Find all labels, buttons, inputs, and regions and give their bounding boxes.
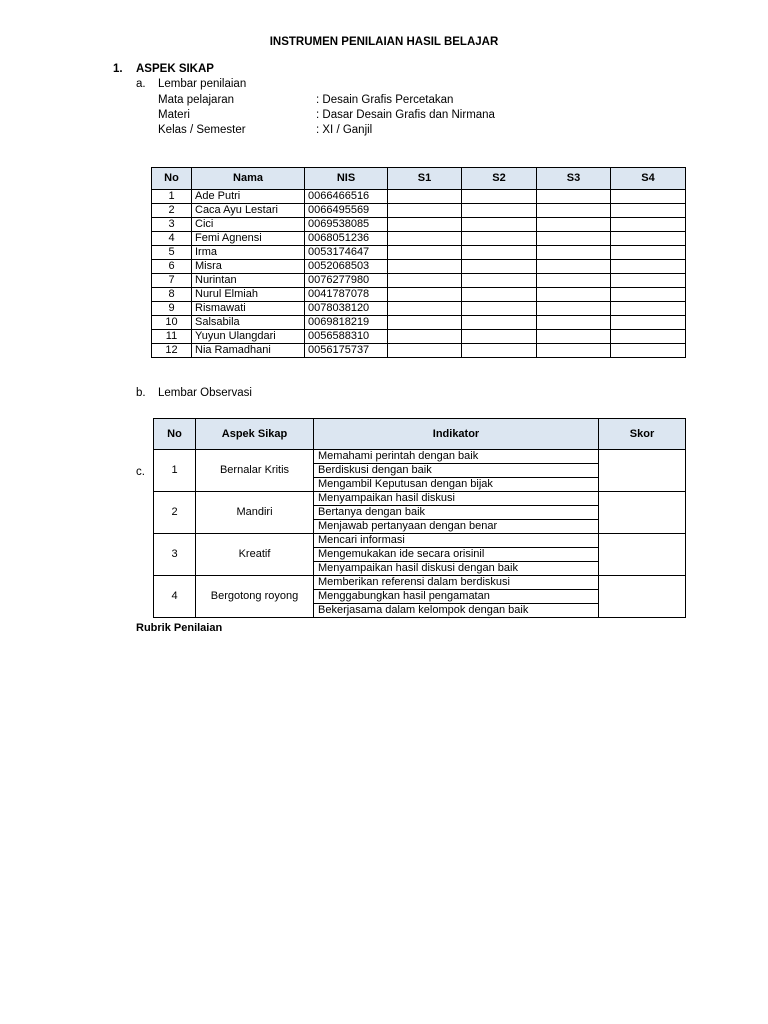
table-row [152,190,686,204]
cell-s2[interactable] [462,190,537,204]
student-assessment-table [151,167,686,358]
cell-indikator: Memberikan referensi dalam berdiskusi [314,576,599,590]
cell-nis: 0052068503 [305,260,388,274]
cell-indikator: Menyampaikan hasil diskusi dengan baik [314,562,599,576]
cell-nis: 0066495569 [305,204,388,218]
info-key-materi: Materi [158,109,190,121]
cell-s3[interactable] [537,204,611,218]
cell-nama: Cici [192,218,305,232]
cell-nis: 0053174647 [305,246,388,260]
cell-s2[interactable] [462,302,537,316]
cell-s4[interactable] [611,190,686,204]
section-label: ASPEK SIKAP [136,63,214,75]
cell-s3[interactable] [537,316,611,330]
header-s1: S1 [388,168,462,190]
cell-indikator: Menjawab pertanyaan dengan benar [314,520,599,534]
header-s2: S2 [462,168,537,190]
cell-s1[interactable] [388,274,462,288]
cell-s2[interactable] [462,330,537,344]
cell-nama: Caca Ayu Lestari [192,204,305,218]
table-header-row [154,419,686,450]
cell-nis: 0068051236 [305,232,388,246]
sub-c-letter: c. [136,466,145,478]
table-row [152,204,686,218]
cell-s3[interactable] [537,288,611,302]
info-key-kelas: Kelas / Semester [158,124,246,136]
cell-nama: Nurintan [192,274,305,288]
cell-s3[interactable] [537,218,611,232]
cell-skor[interactable] [599,450,686,492]
info-value-kelas: : XI / Ganjil [316,124,373,136]
cell-indikator: Mengemukakan ide secara orisinil [314,548,599,562]
cell-nama: Irma [192,246,305,260]
table-row [152,330,686,344]
header-s4: S4 [611,168,686,190]
table-row [152,316,686,330]
cell-s4[interactable] [611,302,686,316]
cell-no: 3 [154,534,196,576]
cell-s4[interactable] [611,218,686,232]
header-skor: Skor [599,419,686,450]
cell-s3[interactable] [537,330,611,344]
cell-s3[interactable] [537,232,611,246]
cell-s1[interactable] [388,232,462,246]
cell-s1[interactable] [388,330,462,344]
table-row [154,576,686,590]
info-value-mapel: : Desain Grafis Percetakan [316,94,454,106]
cell-no: 7 [152,274,192,288]
cell-s2[interactable] [462,218,537,232]
cell-indikator: Bekerjasama dalam kelompok dengan baik [314,604,599,618]
cell-s3[interactable] [537,274,611,288]
table-row [152,246,686,260]
cell-s4[interactable] [611,260,686,274]
cell-nama: Femi Agnensi [192,232,305,246]
cell-s4[interactable] [611,204,686,218]
header-s3: S3 [537,168,611,190]
cell-no: 12 [152,344,192,358]
table-row [154,534,686,548]
cell-nama: Ade Putri [192,190,305,204]
cell-s1[interactable] [388,246,462,260]
cell-s1[interactable] [388,302,462,316]
cell-s4[interactable] [611,274,686,288]
cell-s1[interactable] [388,190,462,204]
cell-no: 5 [152,246,192,260]
cell-s3[interactable] [537,302,611,316]
cell-no: 9 [152,302,192,316]
cell-s1[interactable] [388,316,462,330]
cell-no: 4 [154,576,196,618]
cell-s4[interactable] [611,330,686,344]
table-row [152,274,686,288]
rubrik-label: Rubrik Penilaian [136,622,223,634]
cell-no: 2 [154,492,196,534]
table-row [152,260,686,274]
table-row [152,288,686,302]
cell-s1[interactable] [388,260,462,274]
cell-no: 8 [152,288,192,302]
cell-s4[interactable] [611,232,686,246]
cell-no: 11 [152,330,192,344]
cell-indikator: Menggabungkan hasil pengamatan [314,590,599,604]
header-nama: Nama [192,168,305,190]
cell-nis: 0056588310 [305,330,388,344]
cell-nama: Nurul Elmiah [192,288,305,302]
cell-nis: 0041787078 [305,288,388,302]
table-row [152,232,686,246]
cell-aspek-sikap: Bernalar Kritis [196,450,314,492]
cell-nama: Rismawati [192,302,305,316]
cell-indikator: Menyampaikan hasil diskusi [314,492,599,506]
cell-no: 6 [152,260,192,274]
cell-s1[interactable] [388,218,462,232]
cell-indikator: Mengambil Keputusan dengan bijak [314,478,599,492]
cell-aspek-sikap: Bergotong royong [196,576,314,618]
info-key-mapel: Mata pelajaran [158,94,235,106]
header-indikator: Indikator [314,419,599,450]
cell-no: 2 [152,204,192,218]
page-title: INSTRUMEN PENILAIAN HASIL BELAJAR [269,36,499,48]
cell-no: 10 [152,316,192,330]
cell-skor[interactable] [599,534,686,576]
table-header-row [152,168,686,190]
cell-s3[interactable] [537,190,611,204]
sub-b-label: Lembar Observasi [158,387,252,399]
cell-s3[interactable] [537,344,611,358]
header-no: No [152,168,192,190]
cell-s2[interactable] [462,246,537,260]
cell-s1[interactable] [388,288,462,302]
cell-nama: Yuyun Ulangdari [192,330,305,344]
cell-s2[interactable] [462,288,537,302]
sub-a-label: Lembar penilaian [158,78,247,90]
observation-table [153,418,686,618]
cell-s1[interactable] [388,204,462,218]
header-nis: NIS [305,168,388,190]
cell-nis: 0069818219 [305,316,388,330]
cell-s2[interactable] [462,260,537,274]
cell-no: 1 [152,190,192,204]
table-row [152,344,686,358]
cell-nis: 0066466516 [305,190,388,204]
cell-s2[interactable] [462,232,537,246]
cell-aspek-sikap: Mandiri [196,492,314,534]
cell-s4[interactable] [611,288,686,302]
header-no: No [154,419,196,450]
cell-s4[interactable] [611,246,686,260]
cell-skor[interactable] [599,576,686,618]
cell-no: 4 [152,232,192,246]
cell-no: 3 [152,218,192,232]
info-value-materi: : Dasar Desain Grafis dan Nirmana [316,109,495,121]
sub-a-letter: a. [136,78,146,90]
cell-nama: Misra [192,260,305,274]
cell-nis: 0069538085 [305,218,388,232]
cell-nis: 0056175737 [305,344,388,358]
cell-indikator: Bertanya dengan baik [314,506,599,520]
cell-skor[interactable] [599,492,686,534]
table-row [152,302,686,316]
cell-nama: Salsabila [192,316,305,330]
header-aspek-sikap: Aspek Sikap [196,419,314,450]
cell-s3[interactable] [537,260,611,274]
cell-nama: Nia Ramadhani [192,344,305,358]
cell-nis: 0078038120 [305,302,388,316]
cell-indikator: Memahami perintah dengan baik [314,450,599,464]
cell-nis: 0076277980 [305,274,388,288]
table-row [154,450,686,464]
cell-indikator: Berdiskusi dengan baik [314,464,599,478]
cell-s1[interactable] [388,344,462,358]
cell-s4[interactable] [611,316,686,330]
cell-aspek-sikap: Kreatif [196,534,314,576]
table-row [154,492,686,506]
cell-s4[interactable] [611,344,686,358]
cell-s2[interactable] [462,316,537,330]
cell-no: 1 [154,450,196,492]
cell-s2[interactable] [462,344,537,358]
cell-s3[interactable] [537,246,611,260]
cell-s2[interactable] [462,204,537,218]
section-number: 1. [113,63,123,75]
table-row [152,218,686,232]
cell-s2[interactable] [462,274,537,288]
cell-indikator: Mencari informasi [314,534,599,548]
sub-b-letter: b. [136,387,146,399]
